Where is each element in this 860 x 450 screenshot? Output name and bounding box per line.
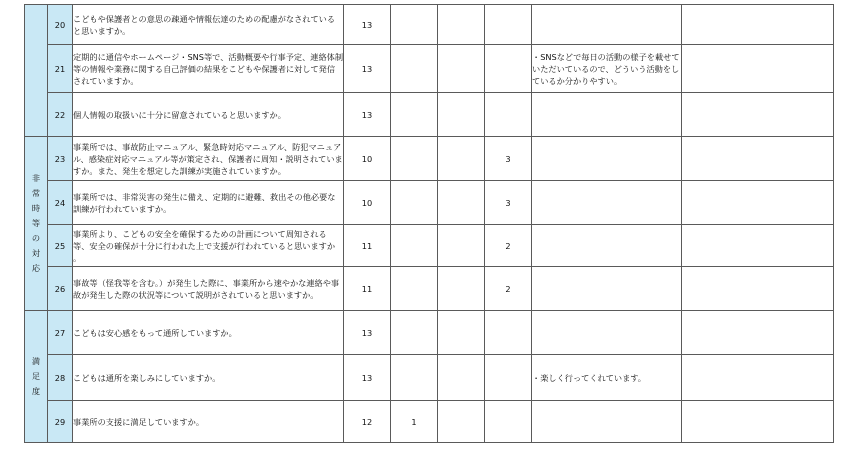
count-unknown: 2 bbox=[485, 267, 532, 311]
question-text: こどもや保護者との意思の疎通や情報伝達のための配慮がなされていると思いますか。 bbox=[73, 5, 344, 45]
row-number: 27 bbox=[48, 311, 73, 355]
table-row bbox=[25, 355, 834, 401]
row-number: 25 bbox=[48, 225, 73, 267]
count-unknown bbox=[485, 45, 532, 93]
count-unknown: 3 bbox=[485, 181, 532, 225]
count-no bbox=[438, 5, 485, 45]
count-unknown: 3 bbox=[485, 137, 532, 181]
count-somewhat bbox=[391, 267, 438, 311]
table-row bbox=[25, 311, 834, 355]
table-row bbox=[25, 45, 834, 93]
facility-response bbox=[682, 401, 834, 443]
count-no bbox=[438, 355, 485, 401]
count-no bbox=[438, 225, 485, 267]
count-somewhat bbox=[391, 45, 438, 93]
count-unknown bbox=[485, 355, 532, 401]
table-row bbox=[25, 225, 834, 267]
facility-response bbox=[682, 137, 834, 181]
table-row bbox=[25, 267, 834, 311]
parent-opinion bbox=[532, 311, 682, 355]
question-text: 事業所より、こどもの安全を確保するための計画について周知される等、安全の確保が十分に行われた上で支援が行われていると思いますか 。 bbox=[73, 225, 344, 267]
count-yes: 10 bbox=[344, 181, 391, 225]
count-no bbox=[438, 181, 485, 225]
facility-response bbox=[682, 45, 834, 93]
count-no bbox=[438, 45, 485, 93]
table-row bbox=[25, 5, 834, 45]
count-no bbox=[438, 311, 485, 355]
parent-opinion bbox=[532, 267, 682, 311]
parent-opinion bbox=[532, 5, 682, 45]
count-somewhat bbox=[391, 225, 438, 267]
count-somewhat bbox=[391, 355, 438, 401]
facility-response bbox=[682, 267, 834, 311]
row-number: 22 bbox=[48, 93, 73, 137]
count-yes: 13 bbox=[344, 355, 391, 401]
parent-opinion bbox=[532, 181, 682, 225]
count-no bbox=[438, 137, 485, 181]
count-somewhat bbox=[391, 5, 438, 45]
question-text: 事業所の支援に満足していますか。 bbox=[73, 401, 344, 443]
count-no bbox=[438, 93, 485, 137]
count-yes: 13 bbox=[344, 5, 391, 45]
row-number: 20 bbox=[48, 5, 73, 45]
question-text: こどもは安心感をもって通所していますか。 bbox=[73, 311, 344, 355]
count-no bbox=[438, 401, 485, 443]
facility-response bbox=[682, 355, 834, 401]
table-row bbox=[25, 137, 834, 181]
count-yes: 13 bbox=[344, 45, 391, 93]
category-cell-previous bbox=[25, 5, 48, 137]
parent-opinion: ・楽しく行ってくれています。 bbox=[532, 355, 682, 401]
facility-response bbox=[682, 311, 834, 355]
category-cell-emergency: 非常時等の対応 bbox=[25, 137, 48, 311]
count-somewhat bbox=[391, 93, 438, 137]
facility-response bbox=[682, 93, 834, 137]
question-text: 事故等（怪我等を含む。）が発生した際に、事業所から速やかな連絡や事故が発生した際の状況等について説明がされていると思いますか。 bbox=[73, 267, 344, 311]
category-cell-satisfaction: 満足度 bbox=[25, 311, 48, 443]
count-somewhat bbox=[391, 181, 438, 225]
facility-response bbox=[682, 181, 834, 225]
count-yes: 11 bbox=[344, 225, 391, 267]
row-number: 24 bbox=[48, 181, 73, 225]
row-number: 28 bbox=[48, 355, 73, 401]
facility-response bbox=[682, 5, 834, 45]
count-somewhat bbox=[391, 137, 438, 181]
table-row bbox=[25, 401, 834, 443]
parent-opinion bbox=[532, 93, 682, 137]
parent-opinion bbox=[532, 225, 682, 267]
question-text: 事業所では、非常災害の発生に備え、定期的に避難、救出その他必要な訓練が行われていますか。 bbox=[73, 181, 344, 225]
parent-opinion bbox=[532, 401, 682, 443]
count-no bbox=[438, 267, 485, 311]
question-text: 定期的に通信やホームページ・SNS等で、活動概要や行事予定、連絡体制等の情報や業務に関する自己評価の結果をこどもや保護者に対して発信されていますか。 bbox=[73, 45, 344, 93]
question-text: 個人情報の取扱いに十分に留意されていると思いますか。 bbox=[73, 93, 344, 137]
row-number: 29 bbox=[48, 401, 73, 443]
count-unknown bbox=[485, 311, 532, 355]
row-number: 21 bbox=[48, 45, 73, 93]
table-row bbox=[25, 181, 834, 225]
count-yes: 10 bbox=[344, 137, 391, 181]
question-text: 事業所では、事故防止マニュアル、緊急時対応マニュアル、防犯マニュアル、感染症対応マニュアル等が策定され、保護者に周知・説明されていますか。また、発生を想定した訓練が実施されていますか。 bbox=[73, 137, 344, 181]
count-yes: 13 bbox=[344, 93, 391, 137]
count-somewhat bbox=[391, 311, 438, 355]
table-row bbox=[25, 93, 834, 137]
count-unknown bbox=[485, 401, 532, 443]
question-text: こどもは通所を楽しみにしていますか。 bbox=[73, 355, 344, 401]
row-number: 23 bbox=[48, 137, 73, 181]
parent-opinion: ・SNSなどで毎日の活動の様子を載せていただいているので、どういう活動をしているか分かりやすい。 bbox=[532, 45, 682, 93]
survey-table bbox=[24, 4, 834, 443]
count-yes: 11 bbox=[344, 267, 391, 311]
count-yes: 13 bbox=[344, 311, 391, 355]
count-unknown: 2 bbox=[485, 225, 532, 267]
count-unknown bbox=[485, 93, 532, 137]
count-yes: 12 bbox=[344, 401, 391, 443]
parent-opinion bbox=[532, 137, 682, 181]
facility-response bbox=[682, 225, 834, 267]
count-somewhat: 1 bbox=[391, 401, 438, 443]
row-number: 26 bbox=[48, 267, 73, 311]
count-unknown bbox=[485, 5, 532, 45]
